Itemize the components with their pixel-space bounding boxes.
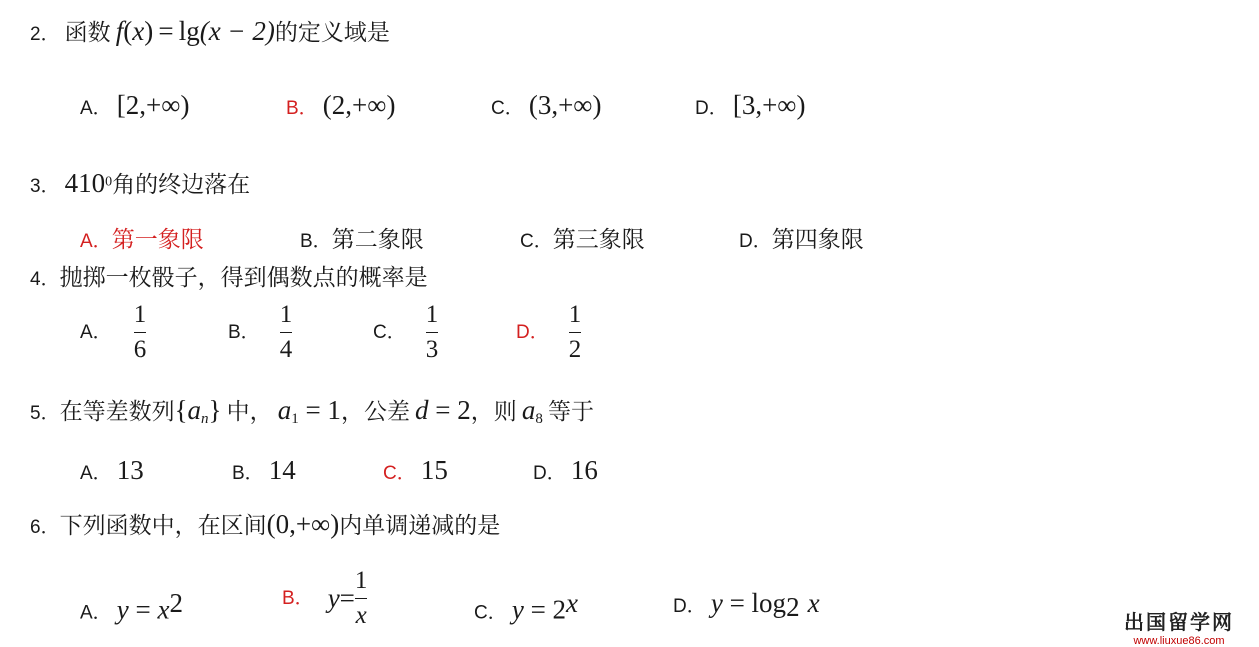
q5-option-c — [383, 457, 448, 484]
q3-option-d — [739, 229, 864, 252]
q2-option-b — [286, 92, 396, 119]
option-label: C． — [474, 602, 507, 624]
question-text: 中， — [226, 399, 273, 425]
watermark-url: www.liuxue86.com — [1133, 635, 1225, 647]
option-label: A． — [80, 602, 112, 624]
q2-option-d — [695, 92, 806, 119]
question-number: 2． — [30, 24, 60, 45]
math-base: 2 — [552, 594, 567, 625]
question-text: 下列函数中，在区间 — [59, 513, 267, 539]
math-brace: } — [208, 395, 222, 425]
option-label: C． — [520, 231, 553, 252]
math-argument: x — [807, 588, 820, 618]
watermark — [1124, 606, 1234, 647]
math-d: d — [415, 395, 429, 425]
option-label: A． — [80, 231, 112, 252]
option-label: B． — [300, 231, 332, 252]
math-a: a — [187, 395, 202, 425]
fraction-bar — [280, 332, 293, 333]
math-equals: = — [722, 588, 752, 618]
fraction — [426, 302, 439, 364]
math-lg: lg — [178, 16, 200, 46]
fraction-numerator: 1 — [133, 301, 147, 328]
option-label: D． — [739, 231, 772, 252]
option-label: B． — [232, 463, 264, 484]
math-x: x — [132, 16, 145, 46]
question-number: 4． — [30, 269, 60, 290]
q5-option-b — [232, 457, 296, 484]
q4-option-b — [228, 302, 292, 364]
q3-option-b — [300, 229, 424, 252]
option-value: 第一象限 — [111, 227, 204, 253]
math-exponent: x — [566, 588, 579, 618]
q3-option-a — [80, 229, 204, 252]
question-text: 等于 — [547, 399, 594, 425]
q4-option-a — [80, 302, 146, 364]
q4-option-c — [373, 302, 438, 364]
math-f: f — [115, 16, 124, 46]
math-y: y — [327, 583, 340, 614]
q6-option-b — [282, 568, 367, 630]
math-value: = 2 — [428, 395, 471, 425]
question-3 — [30, 170, 250, 197]
question-text: 的定义域是 — [274, 20, 390, 46]
fraction-bar — [426, 332, 439, 333]
question-text: ，则 — [470, 399, 517, 425]
q2-option-c — [491, 92, 602, 119]
question-text: 内单调递减的是 — [339, 513, 501, 539]
option-label: B． — [282, 588, 314, 610]
math-equals: = — [339, 583, 355, 614]
fraction — [134, 302, 147, 364]
math-interval: (0,+∞) — [266, 509, 340, 539]
fraction-numerator: 1 — [279, 301, 293, 328]
fraction-denominator: 3 — [425, 336, 439, 364]
option-label: B． — [228, 322, 260, 344]
math-y: y — [116, 594, 129, 625]
option-label: A． — [80, 98, 112, 119]
question-text: 函数 — [64, 20, 111, 46]
q6-option-d — [673, 590, 820, 621]
option-label: C． — [491, 98, 524, 119]
option-value: 13 — [116, 455, 144, 485]
fraction-bar — [134, 332, 147, 333]
option-value: 16 — [570, 455, 598, 485]
fraction-denominator: 6 — [133, 336, 147, 364]
question-text: ，公差 — [340, 399, 410, 425]
question-5 — [30, 397, 594, 427]
math-log: log — [751, 588, 787, 618]
math-angle: 410 — [64, 168, 106, 198]
fraction-numerator: 1 — [568, 301, 582, 328]
math-subscript: 2 — [786, 592, 800, 623]
option-value: [2,+∞) — [116, 90, 190, 120]
option-value: 15 — [420, 455, 448, 485]
question-number: 6． — [30, 517, 60, 538]
math-base: x — [157, 594, 170, 625]
option-label: D． — [695, 98, 728, 119]
option-value: [3,+∞) — [732, 90, 806, 120]
math-paren: ( — [123, 16, 133, 46]
math-subscript: 8 — [535, 411, 543, 428]
fraction-numerator: 1 — [354, 567, 368, 594]
question-number: 5． — [30, 403, 60, 424]
math-paren: ) — [144, 16, 154, 46]
question-4 — [30, 267, 428, 290]
math-subscript: 1 — [291, 411, 299, 428]
fraction-bar — [355, 598, 368, 599]
math-argument: (x − 2) — [199, 16, 275, 46]
q2-option-a — [80, 92, 190, 119]
option-label: A． — [80, 463, 112, 484]
math-brace: { — [174, 395, 188, 425]
option-label: C． — [373, 322, 406, 344]
option-value: 第二象限 — [331, 227, 424, 253]
option-value: 第四象限 — [771, 227, 864, 253]
q3-option-c — [520, 229, 645, 252]
option-label: C． — [383, 463, 416, 484]
math-a: a — [521, 395, 536, 425]
q6-option-a — [80, 590, 183, 623]
fraction-denominator: 4 — [279, 336, 293, 364]
question-text: 在等差数列 — [59, 399, 175, 425]
fraction-denominator: x — [355, 602, 367, 630]
option-label: A． — [80, 322, 112, 344]
option-label: D． — [516, 322, 549, 344]
question-6 — [30, 511, 500, 538]
math-value: = 1 — [298, 395, 341, 425]
fraction-bar — [569, 332, 582, 333]
option-value: (2,+∞) — [322, 90, 396, 120]
question-2 — [30, 18, 390, 45]
option-value: 14 — [268, 455, 296, 485]
option-label: D． — [673, 596, 706, 617]
q5-option-d — [533, 457, 598, 484]
math-y: y — [710, 588, 723, 618]
math-exponent: 2 — [169, 588, 183, 618]
question-text: 抛掷一枚骰子，得到偶数点的概率是 — [59, 265, 428, 291]
question-text: 角的终边落在 — [112, 172, 251, 198]
q5-option-a — [80, 457, 144, 484]
option-label: B． — [286, 98, 318, 119]
question-number: 3． — [30, 176, 60, 197]
q6-option-c — [474, 590, 578, 623]
option-value: (3,+∞) — [528, 90, 602, 120]
math-equals: = — [158, 16, 174, 46]
option-value: 第三象限 — [552, 227, 645, 253]
math-subscript: n — [201, 411, 209, 428]
fraction — [355, 568, 368, 630]
degree-mark: 0 — [105, 174, 113, 190]
math-equals: = — [128, 594, 158, 625]
fraction-denominator: 2 — [568, 336, 582, 364]
q4-option-d — [516, 302, 581, 364]
fraction-numerator: 1 — [425, 301, 439, 328]
math-y: y — [511, 594, 524, 625]
fraction — [280, 302, 293, 364]
math-equals: = — [523, 594, 553, 625]
watermark-title: 出国留学网 — [1124, 610, 1234, 634]
option-label: D． — [533, 463, 566, 484]
fraction — [569, 302, 582, 364]
math-a: a — [277, 395, 292, 425]
